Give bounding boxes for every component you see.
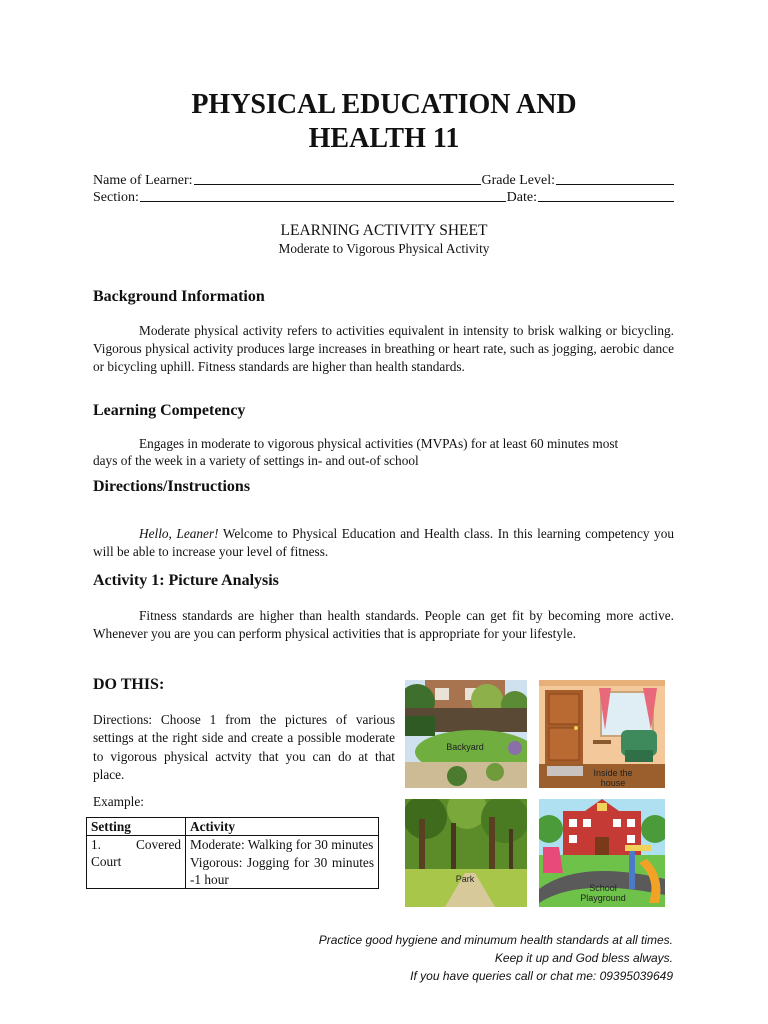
date-label: Date:: [506, 190, 537, 205]
date-blank[interactable]: [538, 189, 674, 202]
school-playground-picture[interactable]: [539, 799, 665, 907]
section-info-row: [93, 189, 675, 206]
footer-line2: Keep it up and God bless always.: [494, 951, 673, 965]
table-header-activity: Activity: [186, 818, 379, 836]
footer-line1: Practice good hygiene and minumum health standards at all times.: [318, 933, 673, 947]
park-label: Park: [455, 874, 475, 884]
table-cell-activity: [186, 836, 379, 889]
backyard-picture[interactable]: [405, 680, 527, 788]
section-label: Section:: [93, 190, 139, 205]
section-blank[interactable]: [140, 189, 506, 202]
competency-line1: Engages in moderate to vigorous physical activities (MVPAs) for at least 60 minutes most: [139, 436, 619, 451]
table-cell-setting: 1. Covered Court: [87, 836, 186, 889]
background-text: Moderate physical activity refers to activities equivalent in intensity to brisk walking or bicycling. Vigorous physical activity produces large increases in breathing or heart rate, such as jogging, aerobic dance or bicycling uphill. Fitness standards are higher than health standards.: [93, 323, 674, 374]
do-this-heading: DO THIS:: [93, 676, 165, 693]
backyard-label: Backyard: [446, 742, 484, 752]
table-row: [87, 836, 379, 889]
inside-house-label: Inside the house: [593, 768, 633, 788]
background-heading: Background Information: [93, 288, 265, 305]
footer-line3: If you have queries call or chat me: 09395039649: [410, 969, 673, 983]
grade-label: Grade Level:: [481, 173, 555, 188]
name-blank[interactable]: [194, 172, 481, 185]
park-picture[interactable]: [405, 799, 527, 907]
page-title-line2: HEALTH 11: [308, 123, 460, 154]
name-label: Name of Learner:: [93, 173, 193, 188]
competency-line2: days of the week in a variety of settings in- and out-of school: [93, 453, 419, 468]
example-table-wrap: [86, 817, 379, 889]
moderate-activity: Moderate: Walking for 30 minutes: [190, 837, 374, 852]
sheet-subtitle: Moderate to Vigorous Physical Activity: [278, 241, 490, 256]
directions-heading: Directions/Instructions: [93, 478, 251, 495]
directions-body: Welcome to Physical Education and Health class. In this learning competency you will be able to increase your level of fitness.: [93, 526, 675, 559]
school-playground-label: School Playground: [580, 883, 626, 903]
activity1-heading: Activity 1: Picture Analysis: [93, 572, 279, 589]
do-this-directions: Directions: Choose 1 from the pictures of various settings at the right side and create a possible moderate to vigorous physical actvity that you can do at that place.: [93, 712, 395, 782]
example-table: [86, 817, 379, 889]
page-title-line1: PHYSICAL EDUCATION AND: [191, 89, 577, 120]
directions-text: [93, 525, 674, 561]
example-label: Example:: [93, 794, 144, 809]
sheet-title: LEARNING ACTIVITY SHEET: [280, 222, 488, 239]
greeting-text: Hello, Leaner!: [139, 526, 219, 541]
table-header-setting: Setting: [87, 818, 186, 836]
activity1-text: Fitness standards are higher than health standards. People can get fit by becoming more active. Whenever you are you can perform physical activities that is appropriate for your lifestyle.: [93, 608, 674, 641]
learner-info-row: [93, 172, 675, 189]
grade-blank[interactable]: [556, 172, 674, 185]
inside-house-picture[interactable]: [539, 680, 665, 788]
vigorous-activity: Vigorous: Jogging for 30 minutes -1 hour: [190, 855, 374, 887]
competency-heading: Learning Competency: [93, 402, 246, 419]
table-header-row: [87, 818, 379, 836]
